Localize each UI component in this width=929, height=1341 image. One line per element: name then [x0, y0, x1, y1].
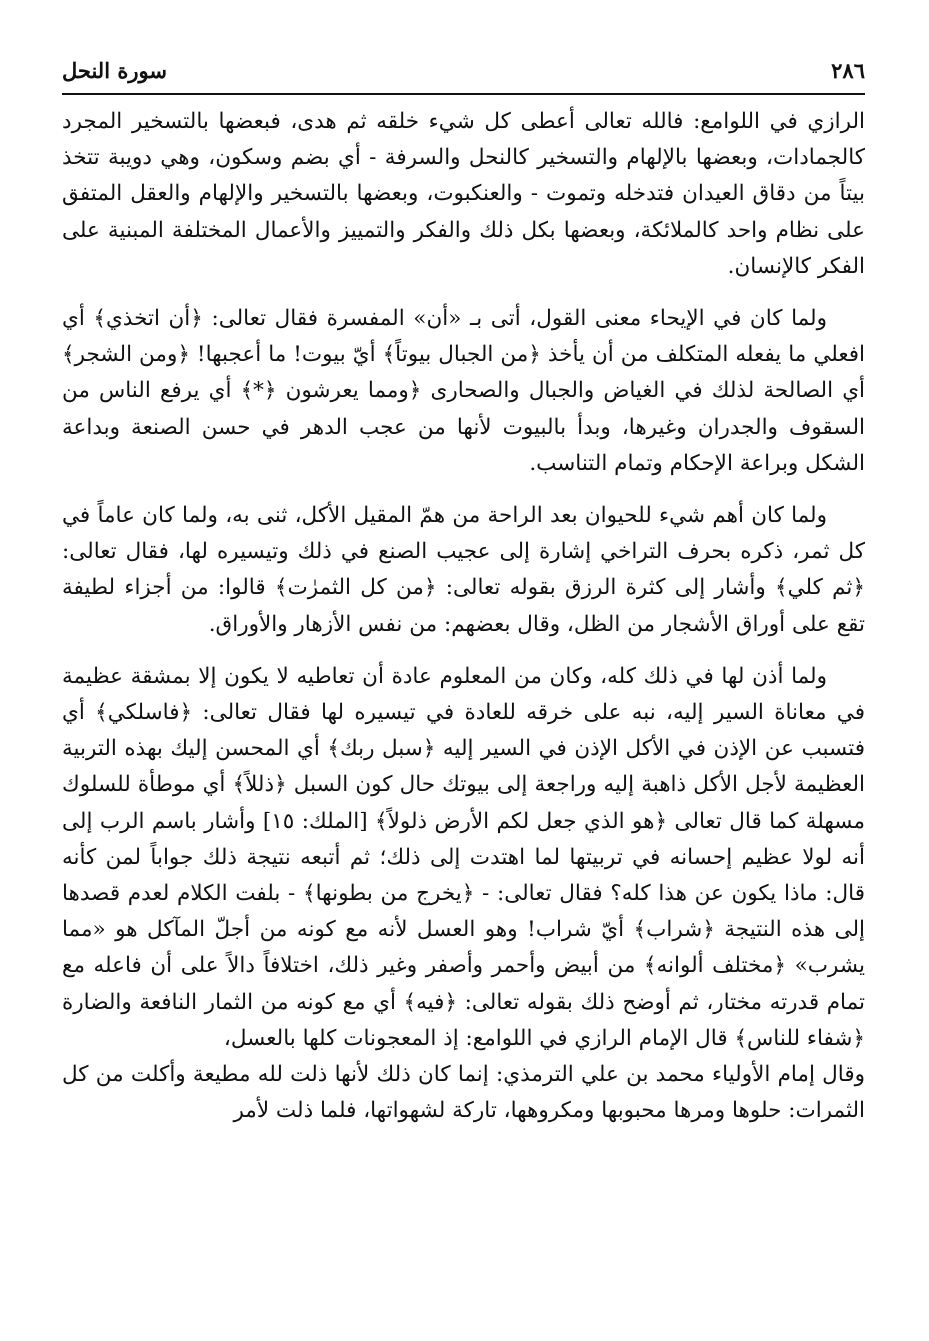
- page-number: ٢٨٦: [831, 58, 865, 83]
- page-header: [62, 52, 865, 96]
- page-body: [62, 104, 865, 1129]
- paragraph-1: الرازي في اللوامع: فالله تعالى أعطى كل شيء خلقه ثم هدى، فبعضها بالتسخير المجرد كالجمادات، وبعضها بالإلهام والتسخير كالنحل والسرفة - أي بضم وسكون، وهي دويبة تتخذ بيتاً من دقاق العيدان فتدخله وتموت - والعنكبوت، وبعضها بالتسخير والإلهام والعقل المتفق على نظام واحد كالملائكة، وبعضها بكل ذلك والفكر والتمييز والأعمال المختلفة المبنية على الفكر كالإنسان.: [62, 109, 865, 279]
- paragraph-5: وقال إمام الأولياء محمد بن علي الترمذي: إنما كان ذلك لأنها ذلت لله مطيعة وأكلت من كل الثمرات: حلوها ومرها محبوبها ومكروهها، تاركة لشهواتها، فلما ذلت لأمر: [62, 1062, 865, 1124]
- surah-title: سورة النحل: [62, 58, 167, 83]
- paragraph-2: ولما كان في الإيحاء معنى القول، أتى بـ «أن» المفسرة فقال تعالى: ﴿أن اتخذي﴾ أي افعلي ما يفعله المتكلف من أن يأخذ ﴿من الجبال بيوتاً﴾ أيّ بيوت! ما أعجبها! ﴿ومن الشجر﴾ أي الصالحة لذلك في الغياض والجبال والصحارى ﴿ومما يعرشون ﴿*﴾ أي يرفع الناس من السقوف والجدران وغيرها، وبدأ بالبيوت لأنها من عجب الدهر في حسن الصنعة وبداعة الشكل وبراعة الإحكام وتمام التناسب.: [62, 306, 865, 476]
- header-divider: [62, 93, 865, 95]
- paragraph-4: ولما أذن لها في ذلك كله، وكان من المعلوم عادة أن تعاطيه لا يكون إلا بمشقة عظيمة في معاناة السير إليه، نبه على خرقه للعادة في تيسيره لها فقال تعالى: ﴿فاسلكي﴾ أي فتسبب عن الإذن في الأكل الإذن في السير إليه ﴿سبل ربك﴾ أي المحسن إليك بهذه التربية العظيمة لأجل الأكل ذاهبة إليه وراجعة إلى بيوتك حال كون السبل ﴿ذللاً﴾ أي موطأة للسلوك مسهلة كما قال تعالى ﴿هو الذي جعل لكم الأرض ذلولاً﴾ [الملك: ١٥] وأشار باسم الرب إلى أنه لولا عظيم إحسانه في تربيتها لما اهتدت إلى ذلك؛ ثم أتبعه نتيجة ذلك جواباً لمن كأنه قال: ماذا يكون عن هذا كله؟ فقال تعالى: - ﴿يخرج من بطونها﴾ - بلفت الكلام لعدم قصدها إلى هذه النتيجة ﴿شراب﴾ أيّ شراب! وهو العسل لأنه مع كونه من أجلّ المآكل هو «مما يشرب» ﴿مختلف ألوانه﴾ من أبيض وأحمر وأصفر وغير ذلك، اختلافاً دالاً على أن فاعله مع تمام قدرته مختار، ثم أوضح ذلك بقوله تعالى: ﴿فيه﴾ أي مع كونه من الثمار النافعة والضارة ﴿شفاء للناس﴾ قال الإمام الرازي في اللوامع: إذ المعجونات كلها بالعسل،: [62, 663, 865, 1051]
- paragraph-3: ولما كان أهم شيء للحيوان بعد الراحة من همّ المقيل الأكل، ثنى به، ولما كان عاماً في كل ثمر، ذكره بحرف التراخي إشارة إلى عجيب الصنع في ذلك وتيسيره لها، فقال تعالى: ﴿ثم كلي﴾ وأشار إلى كثرة الرزق بقوله تعالى: ﴿من كل الثمرٰت﴾ قالوا: من أجزاء لطيفة تقع على أوراق الأشجار من الظل، وقال بعضهم: من نفس الأزهار والأوراق.: [62, 503, 865, 637]
